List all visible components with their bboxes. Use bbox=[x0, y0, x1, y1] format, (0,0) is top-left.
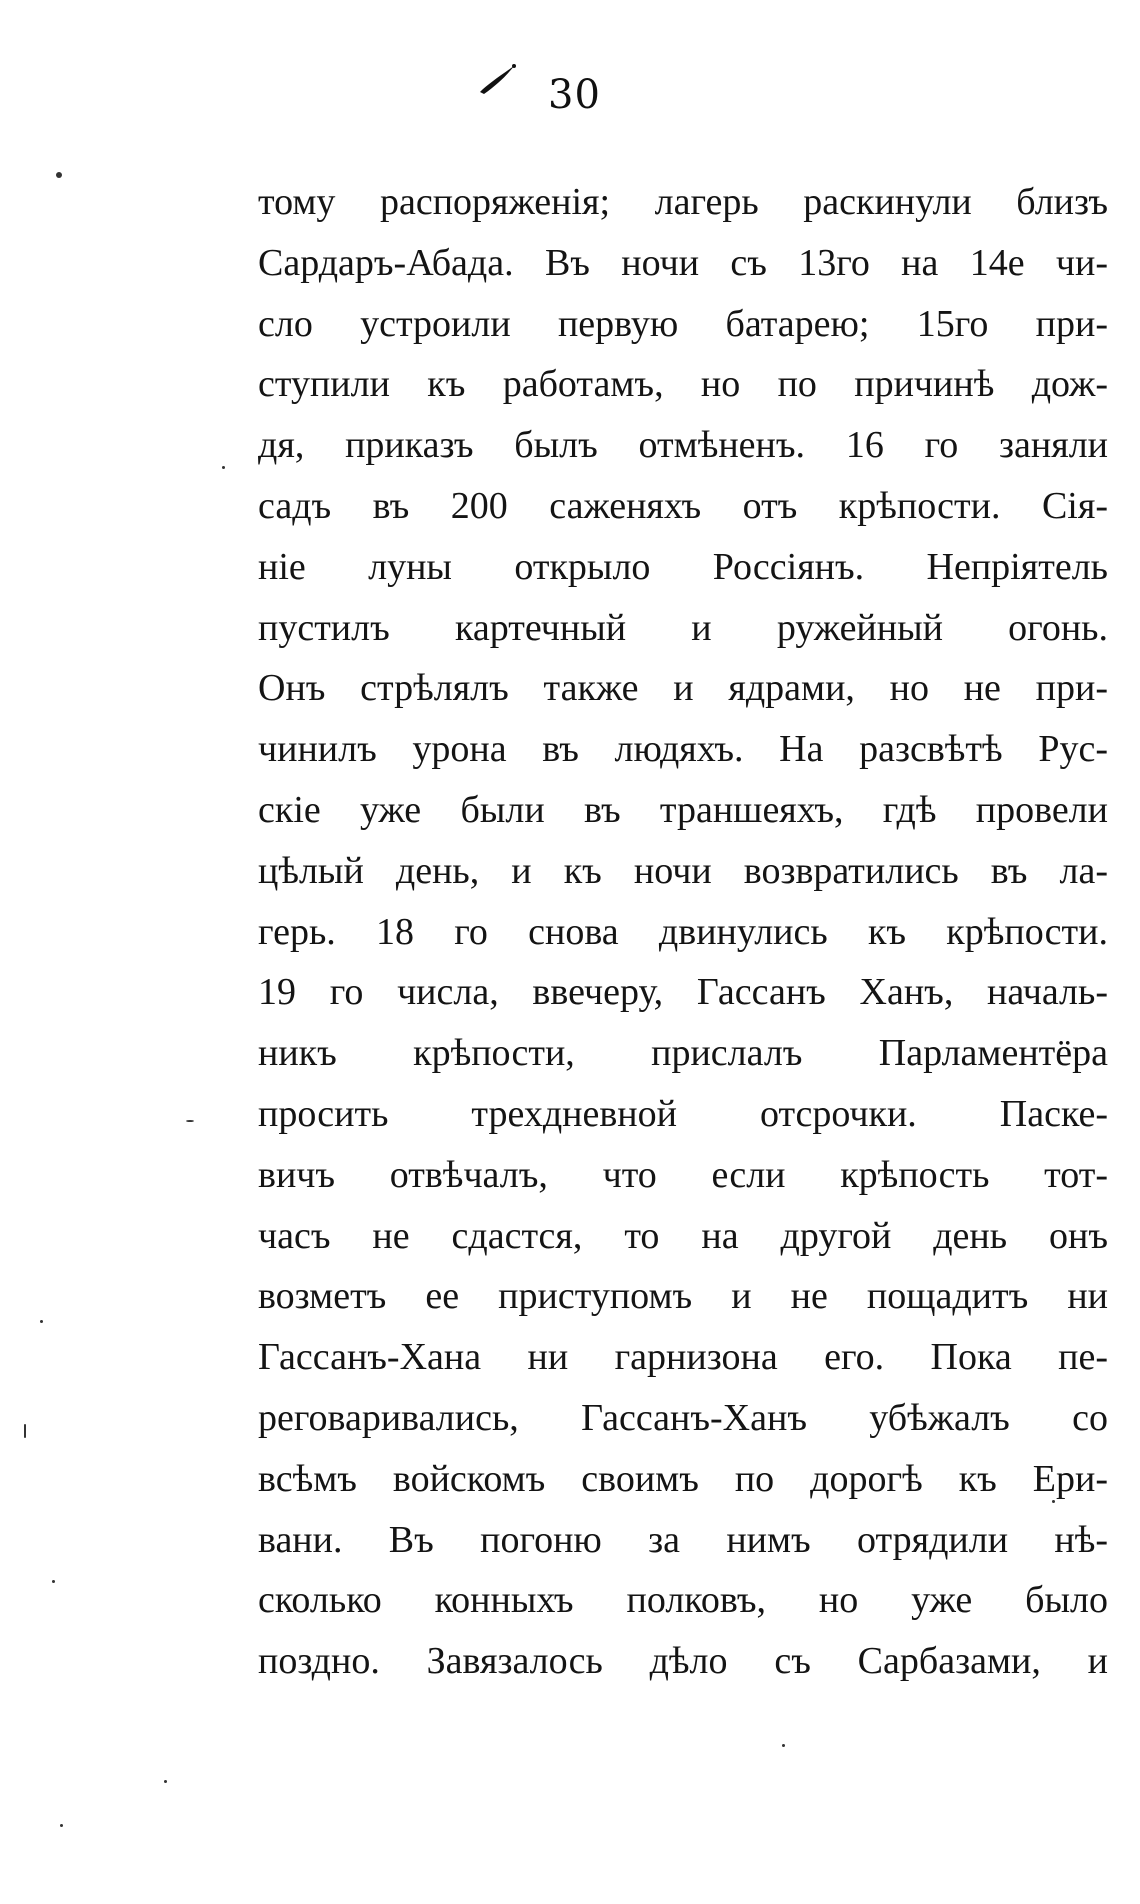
ink-mark-icon bbox=[478, 62, 518, 96]
text-line: 19 го числа, ввечеру, Гассанъ Ханъ, началь- bbox=[258, 971, 1108, 1014]
text-line: вани. Въ погоню за нимъ отрядили нѣ- bbox=[258, 1518, 1108, 1561]
text-line: всѣмъ войскомъ своимъ по дорогѣ къ Ери- bbox=[258, 1457, 1108, 1500]
text-line: сколько конныхъ полковъ, но уже было bbox=[258, 1579, 1108, 1622]
scan-speck bbox=[1052, 1500, 1055, 1503]
text-line: скіе уже были въ траншеяхъ, гдѣ провели bbox=[258, 788, 1108, 831]
text-line: ніе луны открыло Россіянъ. Непріятель bbox=[258, 545, 1108, 588]
scan-speck bbox=[186, 1120, 194, 1122]
text-line: просить трехдневной отсрочки. Паске- bbox=[258, 1092, 1108, 1135]
scan-speck bbox=[52, 1580, 55, 1583]
text-line: пустилъ картечный и ружейный огонь. bbox=[258, 606, 1108, 649]
text-line: сло устроили первую батарею; 15го при- bbox=[258, 302, 1108, 345]
text-line: чинилъ урона въ людяхъ. На разсвѣтѣ Рус- bbox=[258, 728, 1108, 771]
text-line: часъ не сдастся, то на другой день онъ bbox=[258, 1214, 1108, 1257]
text-line: поздно. Завязалось дѣло съ Сарбазами, и bbox=[258, 1640, 1108, 1683]
scan-speck bbox=[24, 1424, 26, 1438]
text-line: садъ въ 200 саженяхъ отъ крѣпости. Сія- bbox=[258, 484, 1108, 527]
text-line: ступили къ работамъ, но по причинѣ дож- bbox=[258, 363, 1108, 406]
scan-speck bbox=[60, 1824, 63, 1827]
text-line: тому распоряженія; лагерь раскинули близъ bbox=[258, 181, 1108, 223]
text-line: возметъ ее приступомъ и не пощадитъ ни bbox=[258, 1275, 1108, 1318]
scan-speck bbox=[782, 1744, 785, 1747]
text-line: вичъ отвѣчалъ, что если крѣпость тот- bbox=[258, 1153, 1108, 1196]
text-line: цѣлый день, и къ ночи возвратились въ ла- bbox=[258, 849, 1108, 892]
page-number: 30 bbox=[548, 72, 601, 118]
body-text bbox=[258, 172, 1108, 1692]
scan-speck bbox=[164, 1780, 167, 1783]
text-line: никъ крѣпости, прислалъ Парламентёра bbox=[258, 1032, 1108, 1075]
text-line: Онъ стрѣлялъ также и ядрами, но не при- bbox=[258, 667, 1108, 710]
text-line: герь. 18 го снова двинулись къ крѣпости. bbox=[258, 910, 1108, 953]
text-line: Сардаръ-Абада. Въ ночи съ 13го на 14е чи- bbox=[258, 241, 1108, 284]
text-line: дя, приказъ былъ отмѣненъ. 16 го заняли bbox=[258, 424, 1108, 467]
scan-speck bbox=[40, 1320, 43, 1323]
text-line: Гассанъ-Хана ни гарнизона его. Пока пе- bbox=[258, 1336, 1108, 1379]
scan-speck bbox=[56, 172, 62, 178]
text-line: реговаривались, Гассанъ-Ханъ убѣжалъ со bbox=[258, 1396, 1108, 1439]
scan-speck bbox=[222, 466, 225, 469]
